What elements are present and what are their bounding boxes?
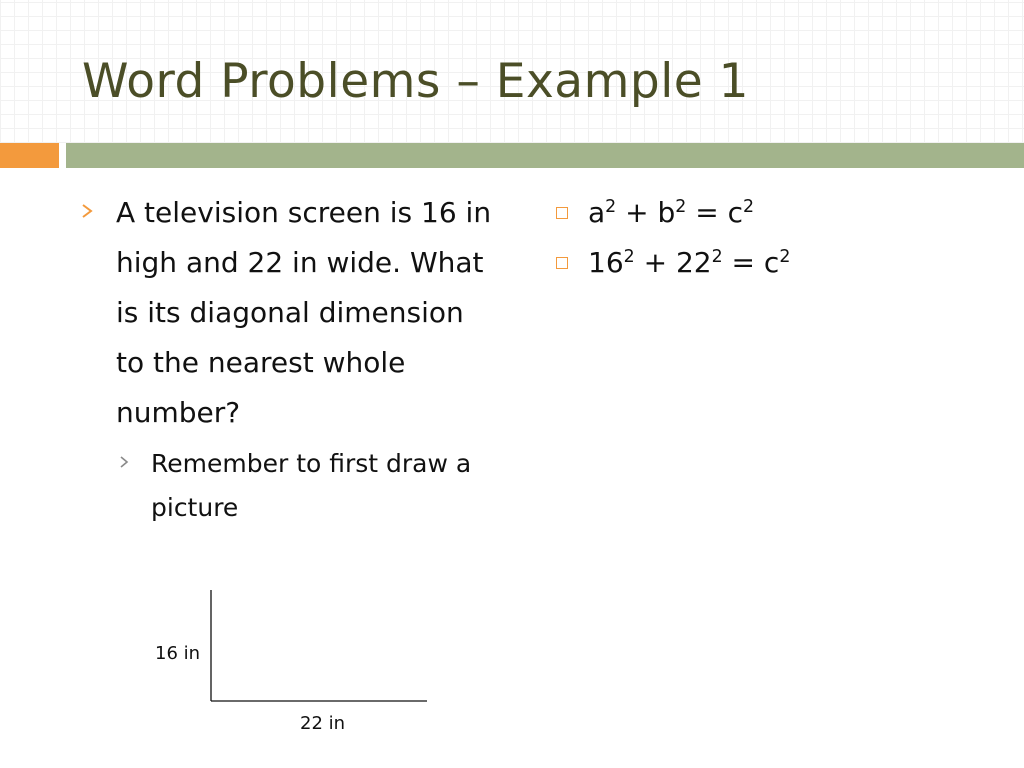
orange-accent-band	[0, 143, 59, 168]
sub-bullet	[118, 442, 500, 530]
equation-row	[556, 238, 996, 288]
equation-exponent: 2	[623, 246, 635, 267]
equation-exponent: 2	[605, 196, 617, 217]
equation-row	[556, 188, 996, 238]
equation-term: 16	[588, 246, 624, 279]
right-column	[556, 188, 996, 288]
equation-term: a	[588, 196, 606, 229]
equation-exponent: 2	[779, 246, 791, 267]
question-bullet	[80, 188, 500, 438]
arrow-bullet-icon	[118, 455, 130, 469]
square-bullet-icon	[556, 257, 568, 269]
equation-term: c	[763, 246, 780, 279]
equation-operator: =	[686, 196, 728, 229]
square-bullet-icon	[556, 207, 568, 219]
equation-term: 22	[675, 246, 712, 279]
equation-term: b	[657, 196, 676, 229]
equation-exponent: 2	[675, 196, 687, 217]
equation-operator: +	[634, 246, 676, 279]
question-text: A television screen is 16 in high and 22 in wide. What is its diagonal dimension to the nearest whole number?	[116, 196, 492, 429]
height-label: 16 in	[155, 643, 201, 664]
equation-operator: +	[616, 196, 658, 229]
green-accent-band	[66, 143, 1024, 168]
title-area	[0, 0, 1024, 143]
equation-term: c	[727, 196, 743, 229]
equation-exponent: 2	[711, 246, 723, 267]
width-label: 22 in	[300, 713, 346, 734]
left-column	[80, 188, 500, 530]
sub-bullet-text: Remember to first draw a picture	[151, 449, 472, 522]
arrow-bullet-icon	[80, 203, 94, 219]
equation-operator: =	[722, 246, 764, 279]
equation-exponent: 2	[742, 196, 755, 217]
slide-title: Word Problems – Example 1	[82, 54, 750, 109]
